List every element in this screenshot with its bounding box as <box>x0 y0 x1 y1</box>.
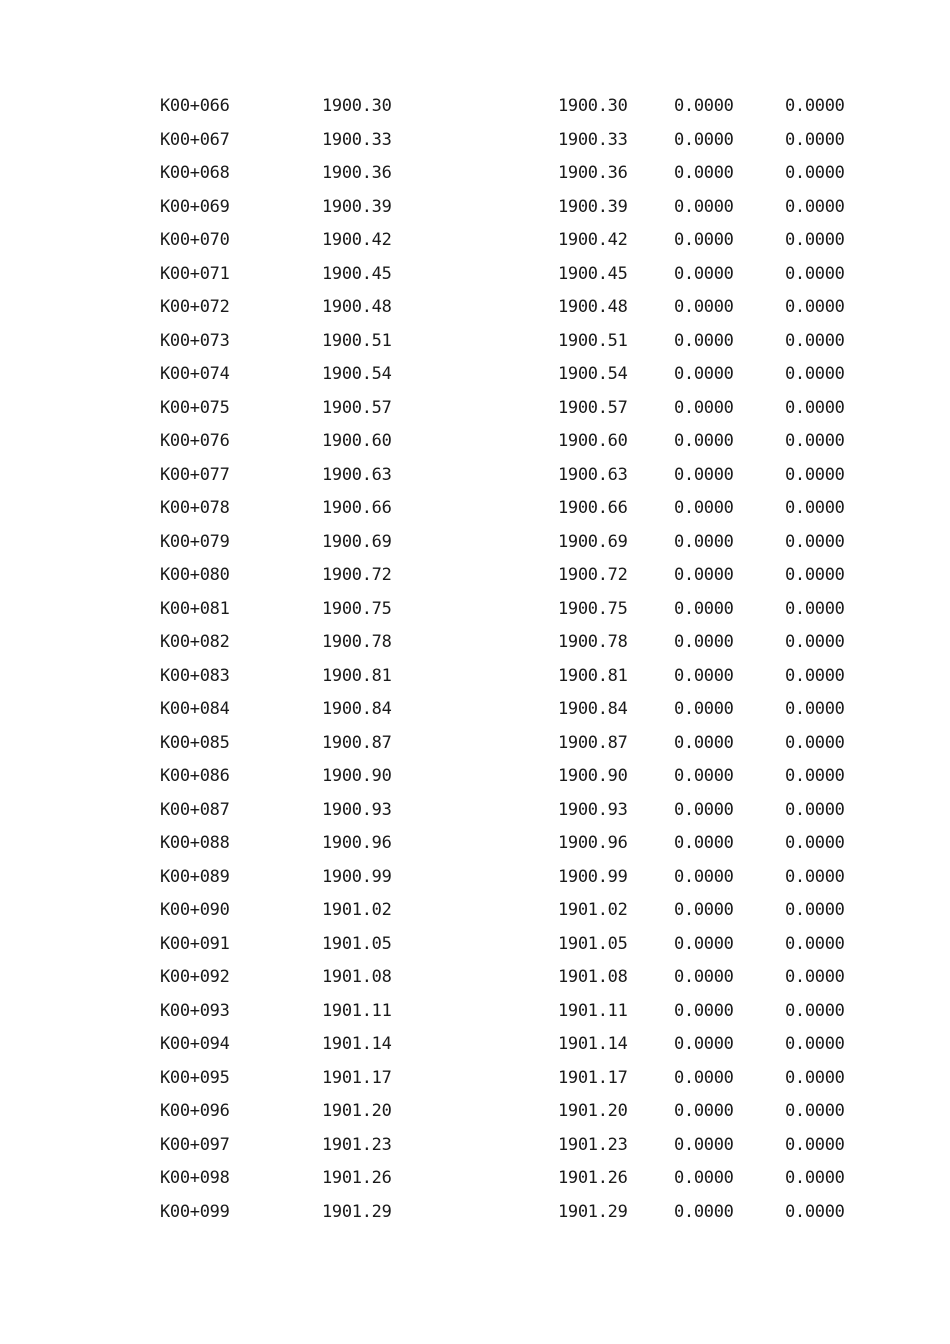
station-cell: K00+087 <box>160 799 230 820</box>
cut-value-cell: 0.0000 <box>785 196 845 217</box>
ground-elevation-cell: 1900.78 <box>558 632 628 652</box>
cut-value-cell: 0.0000 <box>785 330 845 351</box>
station-cell: K00+086 <box>160 766 230 786</box>
ground-elevation-cell: 1900.39 <box>558 196 628 217</box>
ground-elevation-cell: 1901.05 <box>558 933 628 954</box>
cut-value-cell: 0.0000 <box>785 1101 845 1121</box>
design-elevation-cell: 1900.54 <box>322 364 392 384</box>
design-elevation-cell: 1901.20 <box>322 1101 392 1121</box>
fill-value-cell: 0.0000 <box>674 967 734 987</box>
table-row <box>0 727 950 761</box>
table-row <box>0 1062 950 1096</box>
fill-value-cell: 0.0000 <box>674 732 734 753</box>
ground-elevation-cell: 1900.48 <box>558 297 628 317</box>
ground-elevation-cell: 1900.96 <box>558 833 628 853</box>
cut-value-cell: 0.0000 <box>785 431 845 451</box>
design-elevation-cell: 1900.69 <box>322 531 392 552</box>
table-row <box>0 492 950 526</box>
table-row <box>0 894 950 928</box>
table-row <box>0 928 950 962</box>
fill-value-cell: 0.0000 <box>674 464 734 485</box>
station-cell: K00+077 <box>160 464 230 485</box>
ground-elevation-cell: 1900.33 <box>558 129 628 150</box>
table-row <box>0 90 950 124</box>
ground-elevation-cell: 1901.11 <box>558 1000 628 1021</box>
station-cell: K00+076 <box>160 431 230 451</box>
ground-elevation-cell: 1900.84 <box>558 699 628 719</box>
station-cell: K00+096 <box>160 1101 230 1121</box>
cut-value-cell: 0.0000 <box>785 598 845 619</box>
fill-value-cell: 0.0000 <box>674 1101 734 1121</box>
station-cell: K00+066 <box>160 96 230 116</box>
fill-value-cell: 0.0000 <box>674 397 734 418</box>
ground-elevation-cell: 1900.54 <box>558 364 628 384</box>
station-cell: K00+082 <box>160 632 230 652</box>
cut-value-cell: 0.0000 <box>785 900 845 920</box>
cut-value-cell: 0.0000 <box>785 1134 845 1155</box>
ground-elevation-cell: 1900.57 <box>558 397 628 418</box>
design-elevation-cell: 1900.96 <box>322 833 392 853</box>
station-cell: K00+072 <box>160 297 230 317</box>
station-cell: K00+078 <box>160 498 230 518</box>
fill-value-cell: 0.0000 <box>674 632 734 652</box>
fill-value-cell: 0.0000 <box>674 1201 734 1222</box>
fill-value-cell: 0.0000 <box>674 531 734 552</box>
cut-value-cell: 0.0000 <box>785 230 845 250</box>
cut-value-cell: 0.0000 <box>785 866 845 887</box>
cut-value-cell: 0.0000 <box>785 732 845 753</box>
table-row <box>0 1028 950 1062</box>
design-elevation-cell: 1900.78 <box>322 632 392 652</box>
station-table <box>0 90 950 1229</box>
table-row <box>0 559 950 593</box>
table-row <box>0 1196 950 1230</box>
fill-value-cell: 0.0000 <box>674 900 734 920</box>
design-elevation-cell: 1900.57 <box>322 397 392 418</box>
fill-value-cell: 0.0000 <box>674 866 734 887</box>
station-cell: K00+067 <box>160 129 230 150</box>
station-cell: K00+090 <box>160 900 230 920</box>
ground-elevation-cell: 1900.87 <box>558 732 628 753</box>
cut-value-cell: 0.0000 <box>785 1034 845 1054</box>
fill-value-cell: 0.0000 <box>674 364 734 384</box>
station-cell: K00+097 <box>160 1134 230 1155</box>
station-cell: K00+084 <box>160 699 230 719</box>
station-cell: K00+095 <box>160 1067 230 1088</box>
ground-elevation-cell: 1900.90 <box>558 766 628 786</box>
table-row <box>0 760 950 794</box>
table-row <box>0 1095 950 1129</box>
table-row <box>0 526 950 560</box>
design-elevation-cell: 1901.23 <box>322 1134 392 1155</box>
cut-value-cell: 0.0000 <box>785 263 845 284</box>
cut-value-cell: 0.0000 <box>785 933 845 954</box>
design-elevation-cell: 1900.45 <box>322 263 392 284</box>
design-elevation-cell: 1901.17 <box>322 1067 392 1088</box>
table-row <box>0 827 950 861</box>
cut-value-cell: 0.0000 <box>785 464 845 485</box>
ground-elevation-cell: 1901.26 <box>558 1168 628 1188</box>
fill-value-cell: 0.0000 <box>674 1067 734 1088</box>
cut-value-cell: 0.0000 <box>785 96 845 116</box>
station-cell: K00+083 <box>160 665 230 686</box>
design-elevation-cell: 1900.60 <box>322 431 392 451</box>
ground-elevation-cell: 1901.29 <box>558 1201 628 1222</box>
design-elevation-cell: 1900.99 <box>322 866 392 887</box>
design-elevation-cell: 1900.48 <box>322 297 392 317</box>
design-elevation-cell: 1901.08 <box>322 967 392 987</box>
design-elevation-cell: 1901.29 <box>322 1201 392 1222</box>
cut-value-cell: 0.0000 <box>785 565 845 585</box>
design-elevation-cell: 1900.90 <box>322 766 392 786</box>
ground-elevation-cell: 1901.20 <box>558 1101 628 1121</box>
cut-value-cell: 0.0000 <box>785 163 845 183</box>
station-cell: K00+079 <box>160 531 230 552</box>
table-row <box>0 291 950 325</box>
ground-elevation-cell: 1900.42 <box>558 230 628 250</box>
fill-value-cell: 0.0000 <box>674 565 734 585</box>
design-elevation-cell: 1900.51 <box>322 330 392 351</box>
station-cell: K00+091 <box>160 933 230 954</box>
table-row <box>0 258 950 292</box>
ground-elevation-cell: 1900.45 <box>558 263 628 284</box>
station-cell: K00+099 <box>160 1201 230 1222</box>
cut-value-cell: 0.0000 <box>785 1067 845 1088</box>
fill-value-cell: 0.0000 <box>674 196 734 217</box>
table-row <box>0 325 950 359</box>
ground-elevation-cell: 1901.17 <box>558 1067 628 1088</box>
cut-value-cell: 0.0000 <box>785 498 845 518</box>
cut-value-cell: 0.0000 <box>785 1168 845 1188</box>
cut-value-cell: 0.0000 <box>785 129 845 150</box>
station-cell: K00+098 <box>160 1168 230 1188</box>
cut-value-cell: 0.0000 <box>785 397 845 418</box>
station-cell: K00+069 <box>160 196 230 217</box>
ground-elevation-cell: 1900.60 <box>558 431 628 451</box>
ground-elevation-cell: 1900.81 <box>558 665 628 686</box>
design-elevation-cell: 1901.02 <box>322 900 392 920</box>
cut-value-cell: 0.0000 <box>785 632 845 652</box>
fill-value-cell: 0.0000 <box>674 263 734 284</box>
ground-elevation-cell: 1900.99 <box>558 866 628 887</box>
station-cell: K00+075 <box>160 397 230 418</box>
cut-value-cell: 0.0000 <box>785 833 845 853</box>
fill-value-cell: 0.0000 <box>674 766 734 786</box>
design-elevation-cell: 1901.14 <box>322 1034 392 1054</box>
ground-elevation-cell: 1900.36 <box>558 163 628 183</box>
fill-value-cell: 0.0000 <box>674 129 734 150</box>
fill-value-cell: 0.0000 <box>674 297 734 317</box>
table-row <box>0 1162 950 1196</box>
station-cell: K00+068 <box>160 163 230 183</box>
station-cell: K00+085 <box>160 732 230 753</box>
design-elevation-cell: 1900.36 <box>322 163 392 183</box>
ground-elevation-cell: 1901.08 <box>558 967 628 987</box>
design-elevation-cell: 1901.11 <box>322 1000 392 1021</box>
design-elevation-cell: 1900.66 <box>322 498 392 518</box>
fill-value-cell: 0.0000 <box>674 799 734 820</box>
fill-value-cell: 0.0000 <box>674 1168 734 1188</box>
station-cell: K00+081 <box>160 598 230 619</box>
cut-value-cell: 0.0000 <box>785 799 845 820</box>
cut-value-cell: 0.0000 <box>785 699 845 719</box>
ground-elevation-cell: 1901.14 <box>558 1034 628 1054</box>
station-cell: K00+094 <box>160 1034 230 1054</box>
design-elevation-cell: 1900.87 <box>322 732 392 753</box>
cut-value-cell: 0.0000 <box>785 1000 845 1021</box>
table-row <box>0 459 950 493</box>
ground-elevation-cell: 1900.66 <box>558 498 628 518</box>
ground-elevation-cell: 1900.51 <box>558 330 628 351</box>
station-cell: K00+073 <box>160 330 230 351</box>
fill-value-cell: 0.0000 <box>674 1134 734 1155</box>
ground-elevation-cell: 1900.69 <box>558 531 628 552</box>
table-row <box>0 626 950 660</box>
station-cell: K00+088 <box>160 833 230 853</box>
table-row <box>0 995 950 1029</box>
ground-elevation-cell: 1900.93 <box>558 799 628 820</box>
fill-value-cell: 0.0000 <box>674 833 734 853</box>
station-cell: K00+093 <box>160 1000 230 1021</box>
design-elevation-cell: 1900.42 <box>322 230 392 250</box>
design-elevation-cell: 1901.05 <box>322 933 392 954</box>
ground-elevation-cell: 1901.23 <box>558 1134 628 1155</box>
design-elevation-cell: 1900.30 <box>322 96 392 116</box>
table-row <box>0 660 950 694</box>
ground-elevation-cell: 1901.02 <box>558 900 628 920</box>
station-cell: K00+074 <box>160 364 230 384</box>
design-elevation-cell: 1900.72 <box>322 565 392 585</box>
fill-value-cell: 0.0000 <box>674 498 734 518</box>
fill-value-cell: 0.0000 <box>674 431 734 451</box>
ground-elevation-cell: 1900.30 <box>558 96 628 116</box>
cut-value-cell: 0.0000 <box>785 1201 845 1222</box>
station-cell: K00+089 <box>160 866 230 887</box>
table-row <box>0 861 950 895</box>
fill-value-cell: 0.0000 <box>674 330 734 351</box>
fill-value-cell: 0.0000 <box>674 598 734 619</box>
fill-value-cell: 0.0000 <box>674 163 734 183</box>
design-elevation-cell: 1900.39 <box>322 196 392 217</box>
fill-value-cell: 0.0000 <box>674 933 734 954</box>
fill-value-cell: 0.0000 <box>674 699 734 719</box>
station-cell: K00+080 <box>160 565 230 585</box>
table-row <box>0 425 950 459</box>
cut-value-cell: 0.0000 <box>785 766 845 786</box>
fill-value-cell: 0.0000 <box>674 1034 734 1054</box>
fill-value-cell: 0.0000 <box>674 96 734 116</box>
ground-elevation-cell: 1900.63 <box>558 464 628 485</box>
cut-value-cell: 0.0000 <box>785 297 845 317</box>
table-row <box>0 392 950 426</box>
cut-value-cell: 0.0000 <box>785 364 845 384</box>
design-elevation-cell: 1900.75 <box>322 598 392 619</box>
ground-elevation-cell: 1900.72 <box>558 565 628 585</box>
design-elevation-cell: 1900.63 <box>322 464 392 485</box>
design-elevation-cell: 1901.26 <box>322 1168 392 1188</box>
cut-value-cell: 0.0000 <box>785 531 845 552</box>
table-row <box>0 794 950 828</box>
fill-value-cell: 0.0000 <box>674 1000 734 1021</box>
fill-value-cell: 0.0000 <box>674 665 734 686</box>
station-cell: K00+092 <box>160 967 230 987</box>
design-elevation-cell: 1900.81 <box>322 665 392 686</box>
station-cell: K00+071 <box>160 263 230 284</box>
fill-value-cell: 0.0000 <box>674 230 734 250</box>
table-row <box>0 358 950 392</box>
table-row <box>0 961 950 995</box>
table-row <box>0 124 950 158</box>
station-cell: K00+070 <box>160 230 230 250</box>
table-row <box>0 157 950 191</box>
table-row <box>0 593 950 627</box>
table-row <box>0 224 950 258</box>
table-row <box>0 191 950 225</box>
design-elevation-cell: 1900.93 <box>322 799 392 820</box>
design-elevation-cell: 1900.33 <box>322 129 392 150</box>
table-row <box>0 1129 950 1163</box>
cut-value-cell: 0.0000 <box>785 967 845 987</box>
cut-value-cell: 0.0000 <box>785 665 845 686</box>
ground-elevation-cell: 1900.75 <box>558 598 628 619</box>
table-row <box>0 693 950 727</box>
design-elevation-cell: 1900.84 <box>322 699 392 719</box>
